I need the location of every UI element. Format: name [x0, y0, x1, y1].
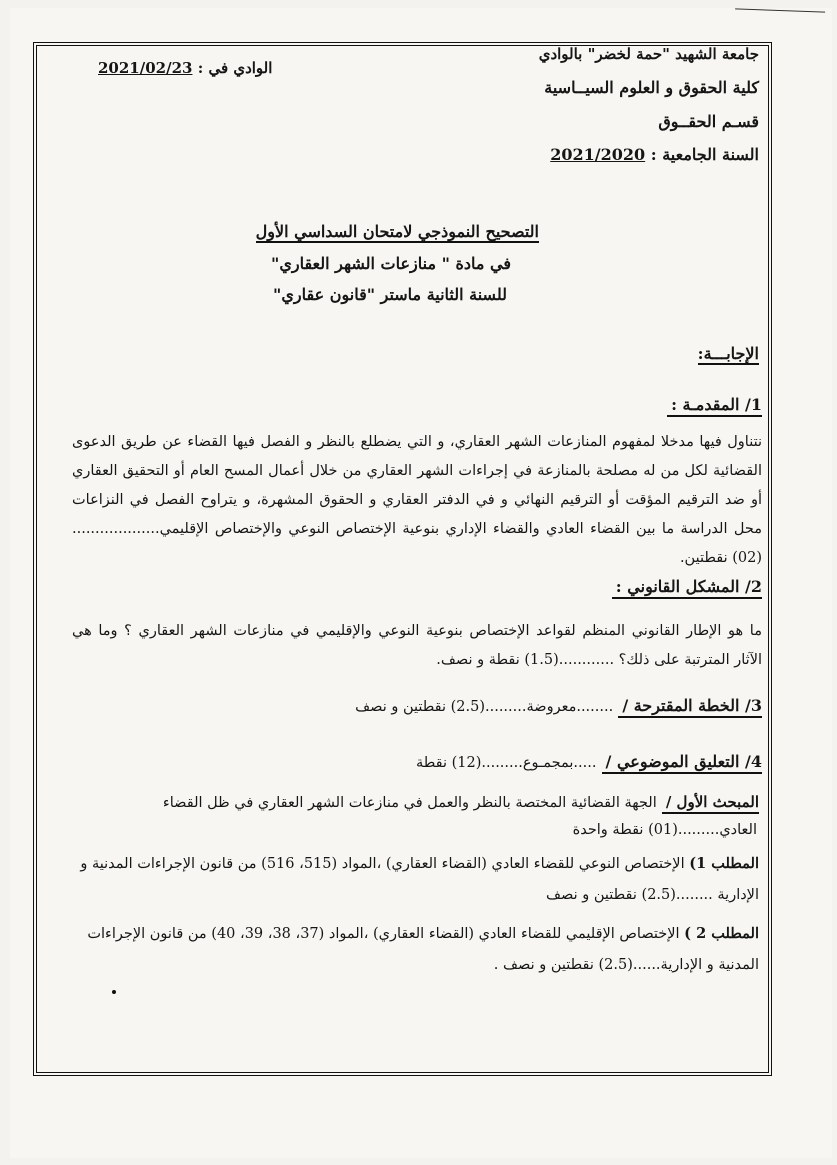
plan-row — [355, 696, 762, 718]
academic-year-value: 2021/2020 — [550, 145, 646, 164]
department-name: قسـم الحقــوق — [658, 112, 759, 131]
plan-heading: 3/ الخطة المقترحة / — [618, 696, 762, 718]
plan-text: ........معروضة.........(2.5) نقطتين و نصف — [355, 699, 614, 715]
commentary-heading: 4/ التعليق الموضوعي / — [602, 752, 762, 774]
date-value: 2021/02/23 — [98, 59, 193, 77]
req2-text-a: الإختصاص الإقليمي للقضاء العادي (القضاء العقاري) ،المواد (37، 38، 39، 40) من قانون الإجراءات — [87, 926, 680, 942]
faculty-name: كلية الحقوق و العلوم السيــاسية — [544, 78, 759, 97]
intro-heading — [667, 395, 762, 417]
academic-year-label: السنة الجامعية : — [650, 145, 759, 164]
req1-text-a: الإختصاص النوعي للقضاء العادي (القضاء العقاري) ،المواد (515، 516) من قانون الإجراءات المدنية و — [80, 856, 685, 872]
document-date — [98, 59, 272, 77]
req2-line-a — [87, 925, 759, 942]
university-name: جامعة الشهيد "حمة لخضر" بالوادي — [538, 45, 759, 63]
problem-heading — [612, 577, 762, 599]
stray-mark — [112, 990, 116, 994]
exam-title-line2: في مادة " منازعات الشهر العقاري" — [271, 254, 511, 273]
date-label: الوادي في : — [197, 59, 273, 77]
commentary-text: .....بمجمـوع.........(12) نقطة — [415, 755, 597, 771]
exam-title-line1: التصحيح النموذجي لامتحان السداسي الأول — [255, 222, 539, 241]
exam-title-line3: للسنة الثانية ماستر "قانون عقاري" — [273, 285, 507, 304]
req1-heading: المطلب 1) — [689, 855, 759, 872]
answer-heading: الإجابـــة: — [697, 344, 759, 363]
chapter1-text-b: العادي.........(01) نقطة واحدة — [572, 822, 757, 838]
academic-year — [550, 145, 759, 164]
intro-paragraph: نتناول فيها مدخلا لمفهوم المنازعات الشهر العقاري، و التي يضطلع بالنظر و الفصل فيها القضاء عن طريق الدعوى القضائية لكل من له مصلحة بالمنازعة في إجراءات الشهر العقاري من خلال أعمال المسح العام أو التحقيق العقاري أو ضد الترقيم المؤقت أو الترقيم النهائي و في الدفتر العقاري و الحقوق المشهرة، و يتراوح الفصل في النزاعات محل الدراسة ما بين القضاء العادي والقضاء الإداري بنوعية الإختصاص النوعي والإختصاص الإقليمي...................(02) نقطتين. — [72, 434, 762, 566]
chapter1-heading: المبحث الأول / — [662, 793, 759, 814]
commentary-row — [416, 752, 762, 774]
chapter1-text-a: الجهة القضائية المختصة بالنظر والعمل في منازعات الشهر العقاري في ظل القضاء — [162, 795, 657, 811]
intro-heading-text: 1/ المقدمـة : — [667, 395, 762, 417]
problem-heading-text: 2/ المشكل القانوني : — [612, 577, 762, 599]
chapter1-row — [163, 792, 759, 814]
req2-text-b: المدنية و الإدارية......(2.5) نقطتين و نصف . — [493, 957, 759, 973]
req1-text-b: الإدارية ........(2.5) نقطتين و نصف — [546, 887, 759, 903]
req2-heading: المطلب 2 ) — [684, 925, 759, 942]
problem-paragraph: ما هو الإطار القانوني المنظم لقواعد الإختصاص بنوعية النوعي والإقليمي في منازعات الشهر العقاري ؟ وما هي الآثار المترتبة على ذلك؟ ............(1.5) نقطة و نصف. — [72, 623, 762, 668]
req1-line-a — [80, 855, 759, 872]
